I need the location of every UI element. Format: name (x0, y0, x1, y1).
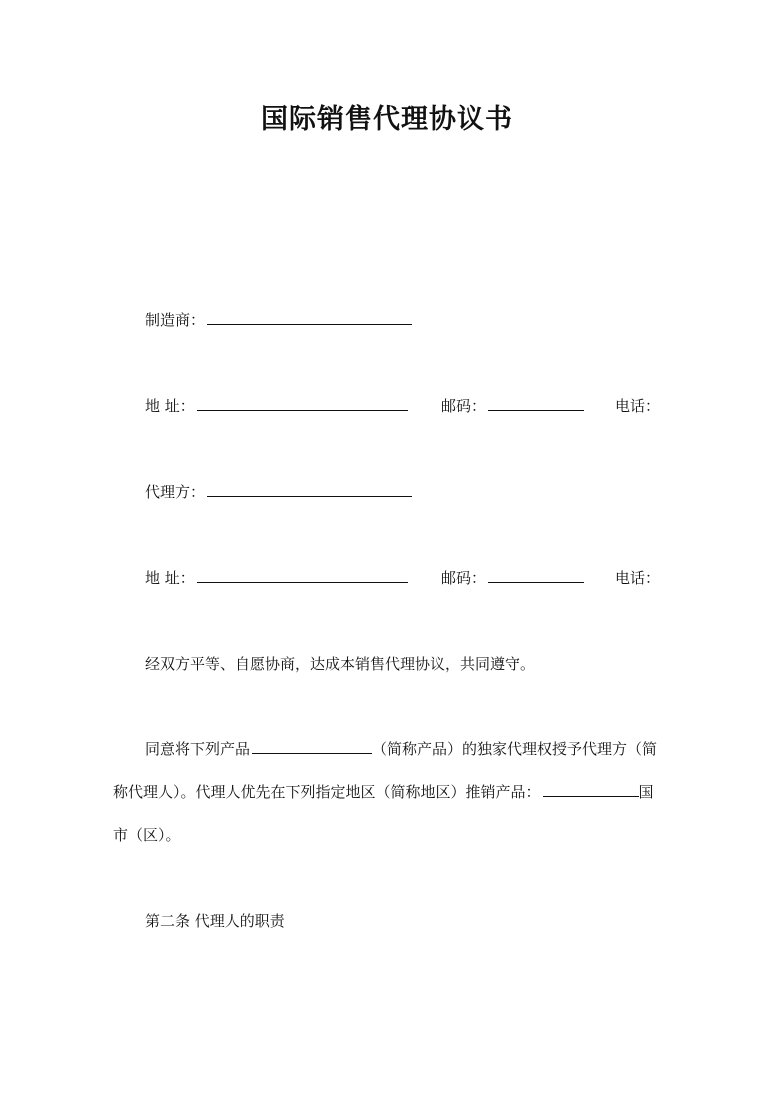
manufacturer-postcode-label: 邮码： (441, 397, 487, 415)
product-clause-text-3: 称代理人）。代理人优先在下列指定地区（简称地区）推销产品： (113, 783, 541, 801)
product-clause-line-3: 市（区）。 (113, 826, 181, 844)
manufacturer-postcode-blank[interactable] (488, 394, 584, 411)
manufacturer-address-row (145, 394, 665, 418)
agent-address-row (145, 566, 665, 590)
manufacturer-address-label: 地 址： (145, 397, 195, 415)
product-clause-text-1: 同意将下列产品 (145, 740, 251, 758)
document-title: 国际销售代理协议书 (261, 104, 513, 135)
agreement-paragraph: 经双方平等、自愿协商，达成本销售代理协议，共同遵守。 (145, 655, 536, 673)
manufacturer-row (145, 308, 412, 332)
manufacturer-label: 制造商： (145, 311, 206, 329)
country-blank[interactable] (543, 780, 639, 797)
agent-address-blank[interactable] (197, 566, 408, 583)
manufacturer-phone-label: 电话： (615, 397, 661, 415)
agent-row (145, 480, 412, 504)
section-2-heading: 第二条 代理人的职责 (145, 912, 285, 930)
agent-label: 代理方： (145, 483, 206, 501)
agent-phone-label: 电话： (615, 569, 661, 587)
manufacturer-blank[interactable] (207, 308, 412, 325)
agent-postcode-label: 邮码： (441, 569, 487, 587)
product-clause-line-2 (113, 780, 654, 804)
agent-postcode-blank[interactable] (488, 566, 584, 583)
product-clause-line-1 (145, 737, 657, 761)
manufacturer-postcode-group (441, 394, 584, 418)
manufacturer-address-blank[interactable] (197, 394, 408, 411)
agent-address-label: 地 址： (145, 569, 195, 587)
agent-postcode-group (441, 566, 584, 590)
product-name-blank[interactable] (252, 737, 372, 754)
agent-blank[interactable] (207, 480, 412, 497)
product-clause-text-2: （简称产品）的独家代理权授予代理方（简 (372, 740, 658, 758)
product-clause-text-4: 国 (638, 783, 654, 801)
